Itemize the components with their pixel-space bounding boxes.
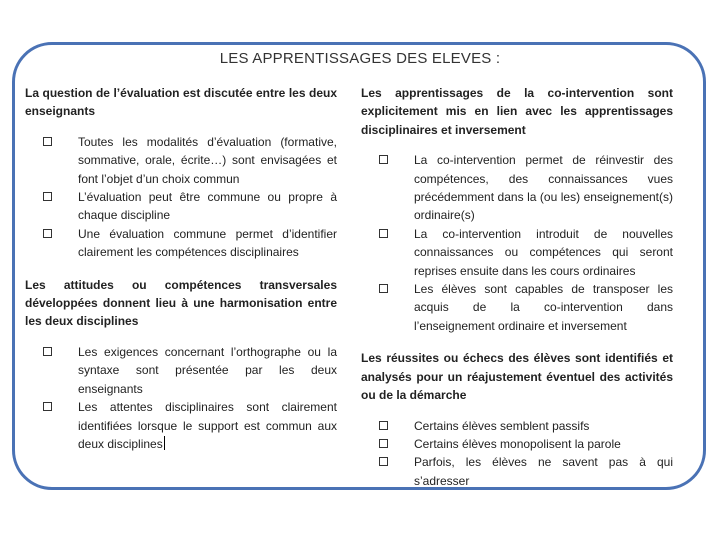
checkbox-bullet-icon — [43, 137, 52, 146]
list-item — [25, 133, 337, 188]
list-item — [25, 398, 337, 453]
list-item-text: L’évaluation peut être commune ou propre à chaque discipline — [78, 190, 337, 223]
list-item — [361, 453, 673, 490]
list-item-text: Certains élèves monopolisent la parole — [414, 436, 621, 451]
page-title: LES APPRENTISSAGES DES ELEVES : — [219, 50, 501, 67]
text-cursor — [164, 436, 166, 450]
list-item — [361, 151, 673, 225]
checkbox-bullet-icon — [379, 421, 388, 430]
checkbox-bullet-icon — [43, 192, 52, 201]
checkbox-bullet-icon — [379, 229, 388, 238]
checkbox-bullet-icon — [43, 347, 52, 356]
section-heading-co-intervention: Les apprentissages de la co-intervention sont explicitement mis en lien avec les apprentissages disciplinaires et inversement — [361, 86, 673, 137]
list-item-text[interactable] — [78, 398, 337, 453]
list-item-text: La co-intervention permet de réinvestir des compétences, des connaissances vues précédemment dans la (ou les) enseignement(s) ordinaire(s) — [414, 153, 673, 223]
list-item-text: Les élèves sont capables de transposer les acquis de la co-intervention dans l’enseignement ordinaire et inversement — [414, 282, 673, 333]
reussites-list — [361, 417, 673, 491]
list-item-text-content: Les attentes disciplinaires sont clairement identifiées lorsque le support est commun aux deux disciplines — [78, 400, 337, 451]
list-item — [361, 225, 673, 280]
list-item-text: Une évaluation commune permet d’identifier clairement les compétences disciplinaires — [78, 226, 337, 260]
checkbox-bullet-icon — [379, 457, 388, 466]
section-heading-reussites: Les réussites ou échecs des élèves sont identifiés et analysés pour un réajustement éventuel des activités ou de la démarche — [361, 351, 673, 403]
checkbox-bullet-icon — [379, 155, 388, 164]
list-item-text: La co-intervention introduit de nouvelles connaissances ou compétences qui seront reprises ensuite dans les cours ordinaires — [414, 226, 673, 278]
list-item — [361, 435, 673, 453]
list-item-text: Toutes les modalités d’évaluation (formative, sommative, orale, écrite…) sont envisagées et font l’objet d’un choix commun — [78, 134, 337, 186]
section-heading-transversal: Les attitudes ou compétences transversales développées donnent lieu à une harmonisation entre les deux disciplines — [25, 277, 337, 329]
list-item — [25, 188, 337, 225]
list-item-text: Parfois, les élèves ne savent pas à qui s’adresser — [414, 455, 673, 488]
section-heading-evaluation: La question de l’évaluation est discutée entre les deux enseignants — [25, 86, 337, 119]
checkbox-bullet-icon — [43, 402, 52, 411]
left-column — [25, 84, 337, 467]
list-item — [25, 225, 337, 262]
checkbox-bullet-icon — [379, 439, 388, 448]
list-item — [25, 343, 337, 398]
evaluation-list — [25, 133, 337, 262]
checkbox-bullet-icon — [379, 284, 388, 293]
checkbox-bullet-icon — [43, 229, 52, 238]
transversal-list — [25, 343, 337, 453]
list-item-text: Les exigences concernant l’orthographe ou la syntaxe sont présentée par les deux enseignants — [78, 344, 337, 396]
list-item — [361, 280, 673, 335]
right-column — [361, 84, 673, 504]
list-item-text: Certains élèves semblent passifs — [414, 418, 590, 433]
co-intervention-list — [361, 151, 673, 335]
list-item — [361, 417, 673, 435]
